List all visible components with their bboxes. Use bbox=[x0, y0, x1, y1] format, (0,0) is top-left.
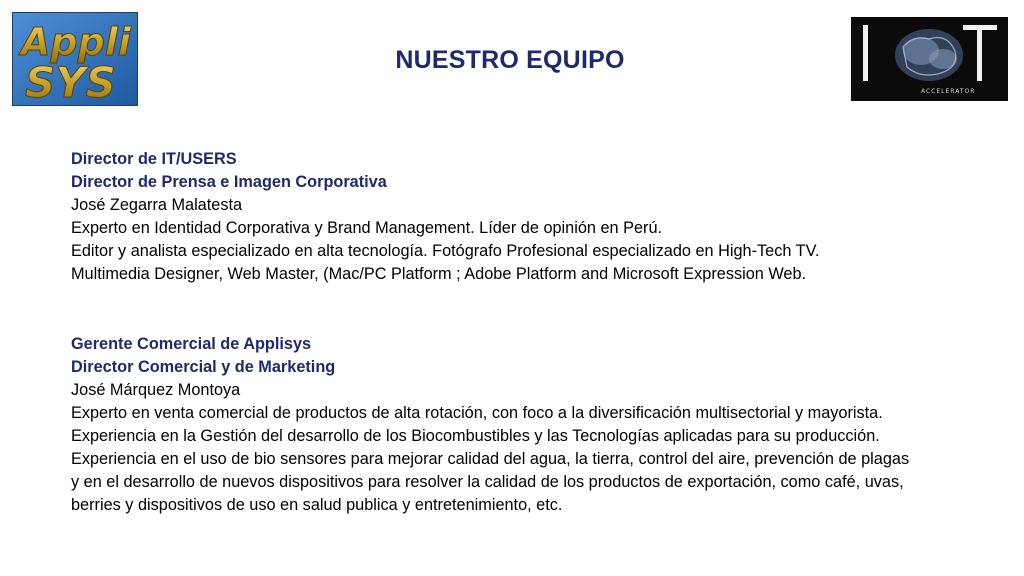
member-bio-line: Editor y analista especializado en alta tecnología. Fotógrafo Profesional especializado en High-Tech TV. bbox=[71, 242, 820, 261]
member-role-secondary: Director Comercial y de Marketing bbox=[71, 357, 336, 376]
member-name: José Márquez Montoya bbox=[71, 380, 241, 399]
team-member-marquez bbox=[71, 333, 991, 518]
svg-text:Appli: Appli bbox=[21, 20, 131, 64]
member-bio-line: Experiencia en la Gestión del desarrollo de los Biocombustibles y las Tecnologías aplicadas para su producción. bbox=[71, 426, 880, 445]
applisys-logo bbox=[12, 12, 138, 106]
member-role-secondary: Director de Prensa e Imagen Corporativa bbox=[71, 173, 387, 192]
applisys-logo-graphic bbox=[13, 13, 137, 105]
member-role-primary: Gerente Comercial de Applisys bbox=[71, 334, 312, 353]
svg-text:ACCELERATOR: ACCELERATOR bbox=[921, 88, 976, 95]
svg-text:SYS: SYS bbox=[25, 58, 116, 105]
member-bio-line: berries y dispositivos de uso en salud publica y entretenimiento, etc. bbox=[71, 496, 563, 515]
member-bio-line: Multimedia Designer, Web Master, (Mac/PC Platform ; Adobe Platform and Microsoft Expression Web. bbox=[71, 265, 807, 284]
iot-accelerator-logo-graphic bbox=[851, 17, 1008, 101]
member-bio-line: Experiencia en el uso de bio sensores para mejorar calidad del agua, la tierra, control del aire, prevención de plagas bbox=[71, 450, 910, 469]
iot-accelerator-logo bbox=[851, 17, 1008, 101]
member-bio-line: Experto en venta comercial de productos de alta rotación, con foco a la diversificación multisectorial y mayorista. bbox=[71, 403, 883, 422]
member-role-primary: Director de IT/USERS bbox=[71, 150, 237, 168]
member-bio-line: y en el desarrollo de nuevos dispositivos para resolver la calidad de los productos de exportación, como café, uvas, bbox=[71, 473, 904, 492]
team-content bbox=[71, 148, 991, 517]
member-bio-line: Experto en Identidad Corporativa y Brand Management. Líder de opinión en Perú. bbox=[71, 219, 663, 238]
page-title: NUESTRO EQUIPO bbox=[395, 46, 625, 74]
team-member-zegarra bbox=[71, 148, 991, 287]
member-name: José Zegarra Malatesta bbox=[71, 196, 243, 215]
